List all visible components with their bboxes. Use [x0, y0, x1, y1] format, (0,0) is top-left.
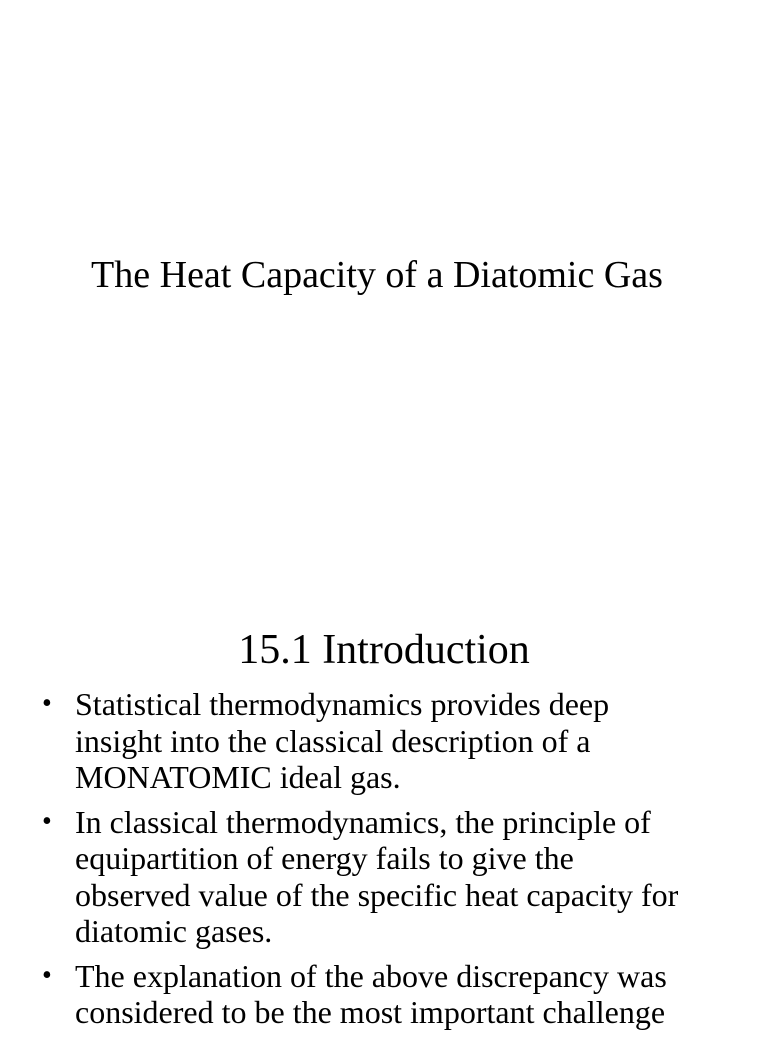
slide-title: The Heat Capacity of a Diatomic Gas [91, 254, 663, 296]
bullet-line: The explanation of the above discrepancy was [75, 957, 667, 994]
bullet-line: Statistical thermodynamics provides deep [75, 686, 610, 722]
bullet-line: considered to be the most important challenge [75, 994, 666, 1030]
bullet-line: observed value of the specific heat capacity for [75, 876, 679, 913]
section-heading: 15.1 Introduction [238, 627, 530, 673]
bullet-item-3 [42, 958, 732, 1031]
bullet-item-2 [42, 804, 732, 950]
bullet-dot-icon: • [42, 805, 52, 837]
bullet-line: MONATOMIC ideal gas. [75, 759, 401, 795]
bullet-line: In classical thermodynamics, the principle of [75, 803, 651, 840]
bullet-item-1 [42, 686, 732, 796]
bullet-line: diatomic gases. [75, 913, 273, 949]
bullet-line: equipartition of energy fails to give the [75, 840, 574, 876]
introduction-slide [0, 600, 768, 1030]
bullet-dot-icon: • [42, 688, 52, 719]
bullet-dot-icon: • [42, 959, 52, 991]
bullet-line: insight into the classical description of a [75, 722, 591, 759]
bullet-list [42, 686, 732, 1039]
